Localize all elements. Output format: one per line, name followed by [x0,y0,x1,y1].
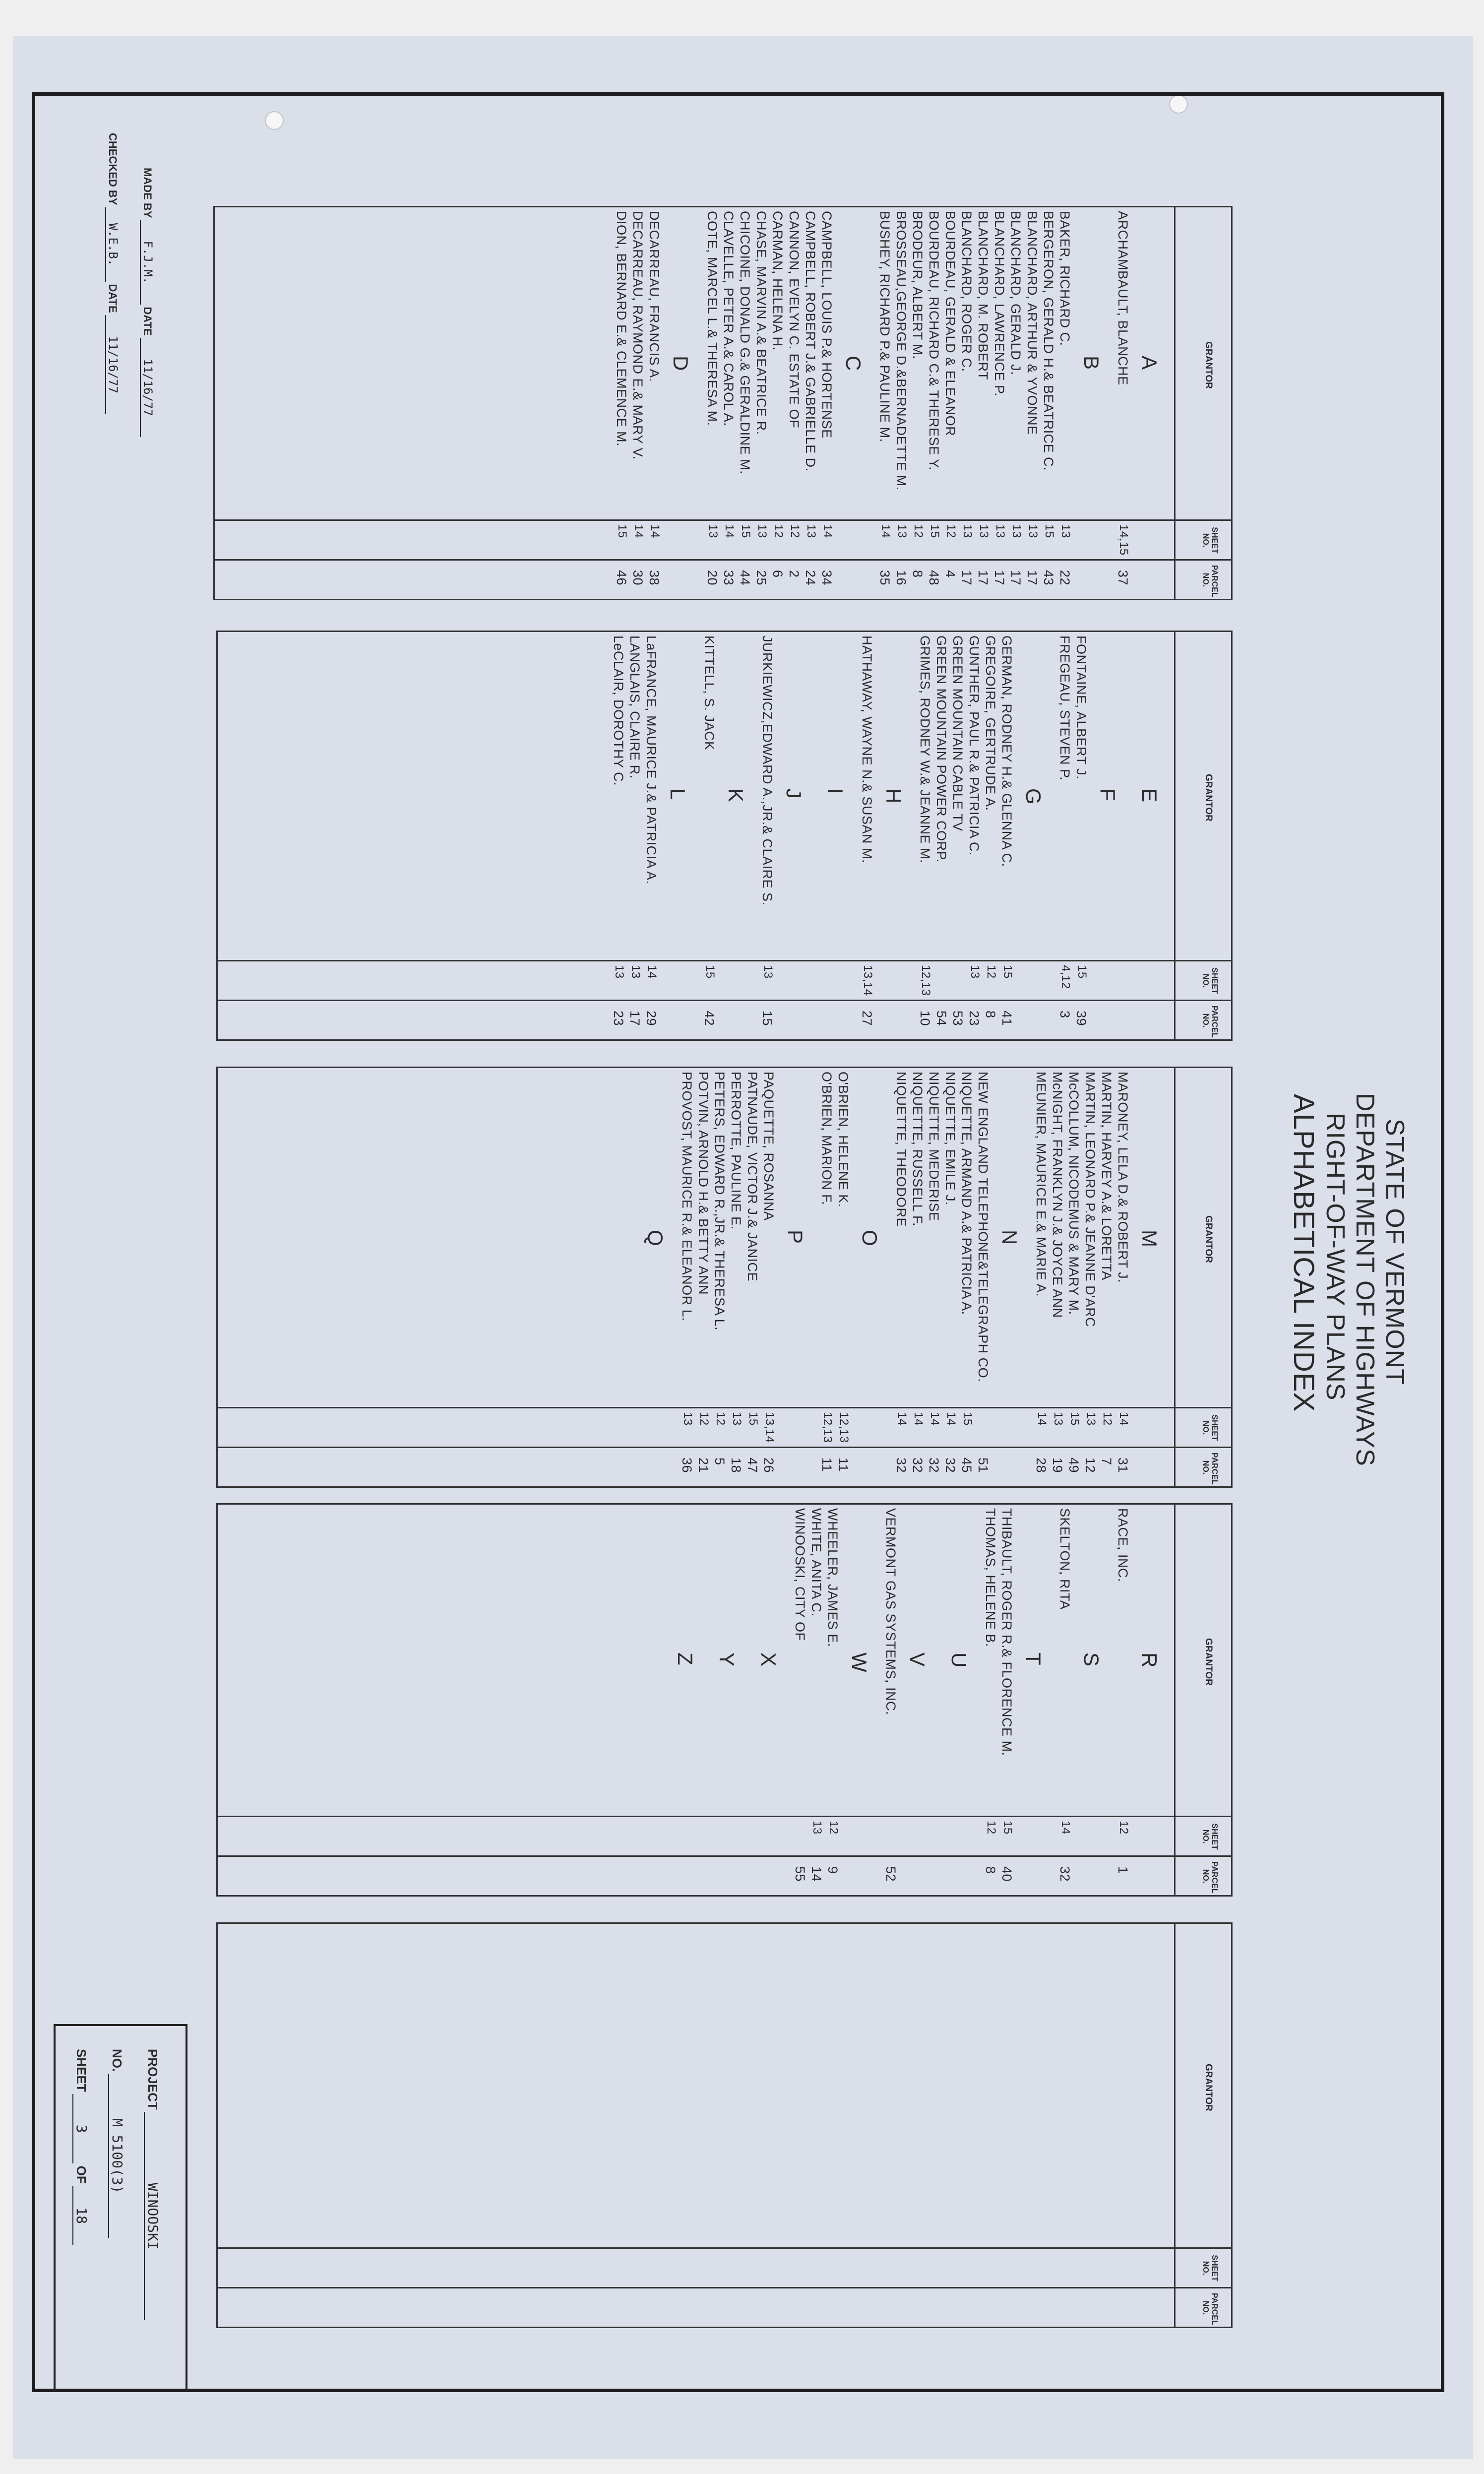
panel-2-row-N-1-parcel: 45 [959,1458,974,1473]
panel-1-row-J-0-parcel: 15 [760,1011,775,1026]
panel-2-row-N-1-sheet: 15 [961,1412,974,1426]
panel-0-row-B-6-sheet: 13 [961,524,974,538]
panel-2-row-P-2-sheet: 13 [730,1412,743,1426]
panel-2-row-P-1-grantor: PATNAUDE, VICTOR J.& JANICE [745,1072,760,1282]
panel-2-row-M-4-sheet: 13 [1051,1412,1065,1426]
panel-1-letter-E: E [1138,788,1161,803]
panel-3-letter-U: U [947,1652,971,1668]
panel-3-row-T-1-grantor: THOMAS, HELENE B. [983,1508,998,1648]
panel-3-row-V-0-grantor: VERMONT GAS SYSTEMS, INC. [883,1508,898,1715]
panel-0-row-B-9-sheet: 12 [912,524,925,538]
made-date-label: DATE [141,307,154,336]
panel-2-row-N-4-parcel: 32 [910,1458,925,1473]
panel-0-header-parcel: PARCEL NO. [1201,565,1219,597]
panel-0-row-B-3-grantor: BLANCHARD, GERALD J. [1008,211,1023,376]
panel-1-row-L-0-grantor: LaFRANCE, MAURICE J.& PATRICIA A. [644,635,659,885]
panel-4-col-divider-parcel [216,2287,1231,2288]
panel-2-row-P-2-parcel: 18 [729,1458,743,1473]
panel-0-letter-C: C [842,356,865,371]
panel-2-letter-O: O [858,1230,881,1246]
panel-2-col-divider-sheet [216,1407,1231,1408]
panel-0-row-B-8-sheet: 15 [928,524,941,538]
panel-3-row-W-0-sheet: 12 [827,1821,840,1835]
panel-2-row-M-2-sheet: 13 [1084,1412,1098,1426]
panel-0-row-B-3-sheet: 13 [1010,524,1023,538]
panel-0-row-B-4-sheet: 13 [993,524,1007,538]
panel-3-letter-T: T [1022,1652,1045,1665]
panel-1-row-G-2-parcel: 23 [967,1011,982,1026]
panel-2-letter-M: M [1138,1230,1161,1247]
panel-0-row-D-0-grantor: DECARREAU, FRANCIS A. [647,211,662,382]
panel-1-row-G-0-sheet: 15 [1001,965,1014,979]
panel-0-row-B-6-parcel: 17 [959,570,974,586]
panel-0-row-C-5-parcel: 44 [738,570,752,586]
panel-2-row-M-3-parcel: 49 [1066,1458,1081,1473]
panel-0-row-B-6-grantor: BLANCHARD, ROGER C. [959,211,974,372]
panel-1-edge-top [216,631,1231,632]
panel-0-col-divider-sheet [213,519,1231,521]
panel-2-row-O-0-sheet: 12,13 [837,1412,851,1443]
sheet-label: SHEET [74,2049,89,2092]
panel-0-row-C-6-grantor: CLAVELLE, PETER A.& CAROL A. [721,211,736,427]
panel-3-letter-Z: Z [674,1652,697,1665]
panel-0-header-divider [1174,206,1175,599]
panel-0-row-B-8-grantor: BOURDEAU, RICHARD C.& THERESE Y. [927,211,941,471]
panel-2-row-M-2-grantor: MARTIN, LEONARD P.& JEANNE D'ARC [1083,1072,1098,1328]
panel-3-row-T-0-parcel: 40 [999,1866,1014,1882]
panel-2-row-M-0-grantor: MARONEY, LELA D.& ROBERT J. [1115,1072,1130,1283]
panel-0-letter-A: A [1138,356,1161,370]
panel-2-edge-bottom [216,1486,1231,1488]
panel-0-row-B-11-grantor: BUSHEY, RICHARD P.& PAULINE M. [877,211,892,443]
panel-3-row-W-0-parcel: 9 [825,1866,840,1874]
panel-2-letter-Q: Q [644,1230,667,1246]
panel-0-row-B-0-grantor: BAKER, RICHARD C. [1057,211,1072,346]
panel-4-col-divider-sheet [216,2247,1231,2249]
panel-2-row-P-2-grantor: PERROTTE, PAULINE E. [729,1072,743,1230]
panel-3-letter-S: S [1080,1652,1103,1667]
panel-0-row-B-7-parcel: 4 [943,570,958,578]
panel-2-header-grantor: GRANTOR [1203,1215,1214,1263]
panel-2-edge-right [1231,1067,1233,1488]
panel-0-row-B-0-parcel: 22 [1057,570,1072,586]
panel-2-row-O-0-parcel: 11 [836,1458,851,1472]
panel-2-row-M-2-parcel: 12 [1083,1458,1098,1473]
panel-1-letter-K: K [724,788,747,803]
panel-1-row-K-0-parcel: 42 [702,1011,717,1026]
panel-2-row-P-5-parcel: 36 [680,1458,694,1473]
panel-2-row-P-4-parcel: 21 [696,1458,711,1473]
panel-1-row-L-2-parcel: 23 [611,1011,626,1026]
panel-4-edge-top [216,1922,1231,1924]
panel-1-letter-L: L [666,788,689,800]
panel-1-row-L-0-parcel: 29 [644,1011,659,1026]
panel-2-row-P-4-sheet: 12 [697,1412,711,1426]
title-line-4: ALPHABETICAL INDEX [1288,1094,1320,1412]
panel-3-row-W-1-parcel: 14 [809,1866,824,1882]
panel-1-row-G-5-grantor: GRIMES, RODNEY W.& JEANNE M. [918,635,932,864]
panel-3-row-T-1-sheet: 12 [985,1821,998,1835]
panel-0-row-B-5-sheet: 13 [977,524,990,538]
panel-2-row-P-0-grantor: PAQUETTE, ROSANNA [761,1072,776,1221]
panel-1-letter-I: I [824,788,847,794]
panel-0-row-C-7-sheet: 13 [706,524,720,538]
panel-2-row-P-0-sheet: 13,14 [763,1412,776,1443]
panel-2-row-O-0-grantor: O'BRIEN, HELENE K. [836,1072,851,1207]
panel-1-row-F-0-grantor: FONTAINE, ALBERT J. [1074,635,1089,780]
title-line-3: RIGHT-OF-WAY PLANS [1321,1113,1350,1401]
panel-0-row-B-1-grantor: BERGERON, GERALD H.& BEATRICE C. [1041,211,1056,471]
panel-2-row-P-3-sheet: 12 [714,1412,727,1426]
panel-3-letter-V: V [906,1652,929,1667]
panel-0-row-C-2-sheet: 12 [788,524,802,538]
panel-1-row-G-1-parcel: 8 [983,1011,998,1018]
panel-1-row-G-3-grantor: GREEN MOUNTAIN CABLE TV [950,635,965,831]
panel-1-row-L-2-sheet: 13 [613,965,626,979]
panel-0-row-B-8-parcel: 48 [927,570,941,586]
panel-0-row-C-3-grantor: CARMAN, HELENA H. [770,211,785,351]
panel-1-edge-bottom [216,1039,1231,1041]
panel-0-row-A-0-parcel: 37 [1115,570,1130,586]
panel-4-header-divider [1174,1922,1175,2327]
panel-3-row-S-0-grantor: SKELTON, RITA [1057,1508,1072,1610]
panel-1-col-divider-sheet [216,960,1231,961]
panel-1-letter-H: H [882,788,905,804]
panel-2-row-M-4-parcel: 19 [1050,1458,1065,1473]
panel-2-row-M-1-parcel: 7 [1099,1458,1114,1465]
panel-1-row-L-0-sheet: 14 [645,965,659,979]
checked-by-label: CHECKED BY [107,133,119,205]
panel-1-letter-F: F [1096,788,1119,801]
panel-0-row-B-5-grantor: BLANCHARD, M. ROBERT [976,211,990,381]
panel-0-row-B-2-grantor: BLANCHARD, ARTHUR & YVONNE [1025,211,1040,435]
panel-2-row-P-1-parcel: 47 [745,1458,760,1473]
panel-2-row-P-3-grantor: PETERS, EDWARD R.,JR.& THERESA L. [712,1072,727,1331]
panel-1-row-G-4-grantor: GREEN MOUNTAIN POWER CORP. [934,635,949,863]
panel-0-row-C-1-grantor: CAMPBELL, ROBERT J.& GABRIELLE D. [803,211,818,472]
panel-0-row-C-0-parcel: 34 [819,570,834,586]
panel-2-row-M-0-sheet: 14 [1117,1412,1130,1426]
panel-2-row-M-3-sheet: 15 [1068,1412,1081,1426]
panel-3-edge-right [1231,1503,1233,1897]
title-line-2: DEPARTMENT OF HIGHWAYS [1351,1093,1379,1466]
project-value: WINOOSKI [144,2112,161,2320]
panel-0-row-B-9-parcel: 8 [910,570,925,578]
panel-0-row-C-2-parcel: 2 [787,570,802,578]
panel-3-letter-X: X [757,1652,780,1667]
panel-0-row-B-10-grantor: BROSSEAU,GEORGE D.&BERNADETTE M. [894,211,909,491]
panel-2-row-P-0-parcel: 26 [761,1458,776,1473]
panel-4-edge-left [216,1922,218,2327]
panel-1-row-H-0-sheet: 13,14 [861,965,874,996]
panel-0-row-D-2-grantor: DION, BERNARD E.& CLEMENCE M. [614,211,629,447]
panel-3-row-R-0-grantor: RACE, INC. [1115,1508,1130,1583]
panel-0-row-C-2-grantor: CANNON, EVELYN C. ESTATE OF [787,211,802,429]
panel-0-row-B-4-grantor: BLANCHARD, LAWRENCE P. [992,211,1007,397]
panel-0-letter-B: B [1080,356,1103,370]
panel-0-row-B-5-parcel: 17 [976,570,990,586]
panel-0-row-D-2-sheet: 15 [616,524,629,538]
panel-0-row-D-1-grantor: DECARREAU, RAYMOND E.& MARY V. [630,211,645,460]
panel-2-row-M-1-sheet: 12 [1101,1412,1114,1426]
panel-3-row-S-0-sheet: 14 [1059,1821,1072,1835]
panel-0-row-C-0-grantor: CAMPBELL, LOUIS P.& HORTENSE [819,211,834,439]
panel-2-header-parcel: PARCEL NO. [1201,1453,1219,1485]
project-no-value: M 5100(3) [108,2074,125,2238]
panel-1-row-G-2-sheet: 13 [968,965,982,979]
panel-1-row-G-5-sheet: 12,13 [919,965,932,996]
panel-3-edge-top [216,1503,1231,1505]
panel-0-edge-top [213,206,1231,207]
panel-0-row-C-6-sheet: 14 [723,524,736,538]
panel-1-letter-J: J [782,788,805,799]
panel-2-row-P-5-grantor: PROVOST, MAURICE R.& ELEANOR L. [680,1072,694,1322]
panel-0-row-D-0-parcel: 38 [647,570,662,586]
panel-1-row-L-1-parcel: 17 [627,1011,642,1026]
panel-0-header-sheet: SHEET NO. [1201,527,1219,554]
panel-3-header-divider [1174,1503,1175,1895]
panel-1-header-divider [1174,631,1175,1039]
panel-1-row-J-0-grantor: JURKIEWICZ,EDWARD A.,JR.& CLAIRE S. [760,635,775,906]
checked-date-value: 11/16/77 [105,315,120,414]
panel-2-row-N-3-grantor: NIQUETTE, MEDERISE [927,1072,941,1221]
made-date-value: 11/16/77 [140,338,155,437]
panel-4-header-parcel: PARCEL NO. [1201,2293,1219,2325]
panel-1-row-F-0-sheet: 15 [1075,965,1089,979]
panel-0-row-B-2-sheet: 13 [1026,524,1040,538]
panel-0-letter-D: D [669,356,692,371]
panel-1-row-G-1-grantor: GREGOIRE, GERTRUDE A. [983,635,998,811]
panel-4-header-sheet: SHEET NO. [1201,2255,1219,2282]
panel-2-row-N-5-parcel: 32 [894,1458,909,1473]
panel-1-row-J-0-sheet: 13 [761,965,775,979]
panel-1-row-G-0-parcel: 41 [999,1011,1014,1026]
panel-0-row-B-4-parcel: 17 [992,570,1007,586]
panel-2-row-N-3-sheet: 14 [928,1412,941,1426]
of-value: 18 [72,2186,90,2245]
panel-2-row-M-4-grantor: McNIGHT, FRANKLYN J.& JOYCE ANN [1050,1072,1065,1318]
panel-4-edge-right [1231,1922,1233,2328]
panel-0-row-B-9-grantor: BRODEUR, ALBERT M. [910,211,925,360]
panel-0-row-A-0-grantor: ARCHAMBAULT, BLANCHE [1115,211,1130,385]
panel-0-row-D-1-sheet: 14 [632,524,645,538]
panel-1-row-G-4-parcel: 54 [934,1011,949,1026]
panel-1-row-G-5-parcel: 10 [918,1011,932,1026]
panel-1-edge-left [216,631,218,1039]
panel-0-row-C-7-parcel: 20 [705,570,720,586]
panel-3-row-T-0-grantor: THIBAULT, ROGER R.& FLORENCE M. [999,1508,1014,1756]
panel-2-row-N-5-grantor: NIQUETTE, THEODORE [894,1072,909,1227]
panel-2-col-divider-parcel [216,1447,1231,1448]
panel-3-edge-left [216,1503,218,1895]
panel-0-row-C-3-parcel: 6 [770,570,785,578]
panel-1-header-sheet: SHEET NO. [1201,967,1219,994]
panel-0-row-B-3-parcel: 17 [1008,570,1023,586]
panel-0-row-B-1-parcel: 43 [1041,570,1056,586]
panel-3-row-V-0-parcel: 52 [883,1866,898,1882]
panel-1-letter-G: G [1022,788,1045,805]
panel-3-header-parcel: PARCEL NO. [1201,1861,1219,1894]
panel-0-row-B-0-sheet: 13 [1059,524,1072,538]
panel-0-edge-left [213,206,215,599]
panel-3-row-R-0-sheet: 12 [1117,1821,1130,1835]
panel-2-edge-top [216,1067,1231,1068]
checked-by-value: W.E.B. [105,207,120,282]
panel-1-row-H-0-grantor: HATHAWAY, WAYNE N.& SUSAN M. [860,635,874,864]
panel-3-row-S-0-parcel: 32 [1057,1866,1072,1882]
panel-1-row-G-0-grantor: GERMAN, RODNEY H.& GLENNA C. [999,635,1014,867]
panel-0-row-B-1-sheet: 15 [1043,524,1056,538]
panel-3-header-grantor: GRANTOR [1203,1638,1214,1686]
panel-0-row-C-0-sheet: 14 [821,524,834,538]
panel-2-row-N-2-grantor: NIQUETTE, EMILE J. [943,1072,958,1206]
panel-2-row-M-1-grantor: MARTIN, HARVEY A.& LORETTA [1099,1072,1114,1280]
panel-0-row-B-2-parcel: 17 [1025,570,1040,586]
panel-2-row-N-5-sheet: 14 [895,1412,909,1426]
panel-1-edge-right [1231,631,1233,1041]
panel-1-row-F-0-parcel: 39 [1074,1011,1089,1026]
panel-1-row-K-0-grantor: KITTELL, S. JACK [702,635,717,751]
panel-0-row-C-4-grantor: CHASE, MARVIN A.& BEATRICE R. [754,211,769,435]
panel-0-row-D-2-parcel: 46 [614,570,629,586]
panel-2-row-N-1-grantor: NIQUETTE, ARMAND A.& PATRICIA A. [959,1072,974,1315]
panel-0-row-B-11-sheet: 14 [879,524,892,538]
panel-2-row-N-0-grantor: NEW ENGLAND TELEPHONE&TELEGRAPH CO. [976,1072,990,1383]
panel-2-header-sheet: SHEET NO. [1201,1414,1219,1441]
panel-1-row-F-1-parcel: 3 [1057,1011,1072,1018]
panel-2-row-N-2-sheet: 14 [944,1412,958,1426]
panel-2-row-P-3-parcel: 5 [712,1458,727,1465]
sheet-value: 3 [72,2094,90,2163]
panel-4-header-grantor: GRANTOR [1203,2063,1214,2111]
panel-1-row-F-1-sheet: 4,12 [1059,965,1072,989]
panel-2-row-N-4-sheet: 14 [912,1412,925,1426]
panel-2-letter-N: N [998,1230,1021,1245]
panel-3-edge-bottom [216,1895,1231,1897]
panel-3-row-W-2-parcel: 55 [793,1866,807,1882]
panel-2-edge-left [216,1067,218,1486]
panel-0-header-grantor: GRANTOR [1203,341,1214,389]
panel-1-row-F-1-grantor: FREGEAU, STEVEN P. [1057,635,1072,781]
panel-0-edge-bottom [213,599,1231,600]
panel-2-header-divider [1174,1067,1175,1486]
panel-3-letter-W: W [848,1652,871,1672]
panel-1-row-L-1-sheet: 13 [629,965,642,979]
panel-0-row-B-7-sheet: 12 [944,524,958,538]
panel-1-row-G-1-sheet: 12 [985,965,998,979]
title-line-1: STATE OF VERMONT [1380,1119,1409,1385]
panel-3-letter-Y: Y [715,1652,739,1667]
panel-0-row-B-10-parcel: 16 [894,570,909,586]
panel-3-row-R-0-parcel: 1 [1115,1866,1130,1874]
panel-0-row-D-0-sheet: 14 [648,524,662,538]
panel-0-row-C-5-grantor: CHICOINE, DONALD G.& GERALDINE M. [738,211,752,475]
panel-0-row-C-4-parcel: 25 [754,570,769,586]
panel-0-col-divider-parcel [213,559,1231,561]
panel-0-row-A-0-sheet: 14,15 [1117,524,1130,556]
panel-3-col-divider-sheet [216,1816,1231,1817]
panel-0-row-C-1-sheet: 13 [804,524,818,538]
panel-1-row-G-2-grantor: GUNTHER, PAUL R.& PATRICIA C. [967,635,982,856]
panel-1-row-L-1-grantor: LANGLAIS, CLAIRE R. [627,635,642,779]
panel-0-row-C-4-sheet: 13 [755,524,769,538]
panel-3-header-sheet: SHEET NO. [1201,1823,1219,1850]
panel-2-row-P-1-sheet: 15 [746,1412,760,1426]
panel-1-row-K-0-sheet: 15 [703,965,717,979]
of-label: OF [74,2165,89,2184]
panel-2-row-N-0-parcel: 51 [976,1458,990,1473]
project-label: PROJECT [145,2049,160,2110]
panel-0-row-C-6-parcel: 33 [721,570,736,586]
panel-3-letter-R: R [1138,1652,1161,1668]
panel-1-header-grantor: GRANTOR [1203,774,1214,822]
panel-0-row-B-11-parcel: 35 [877,570,892,586]
panel-0-row-B-10-sheet: 13 [895,524,909,538]
project-no-label: NO. [110,2049,124,2072]
panel-3-row-T-0-sheet: 15 [1001,1821,1014,1835]
panel-0-row-C-3-sheet: 12 [772,524,785,538]
panel-2-row-P-4-grantor: POTVIN, ARNOLD H.& BETTY ANN [696,1072,711,1295]
panel-1-header-parcel: PARCEL NO. [1201,1006,1219,1038]
panel-0-row-C-5-sheet: 15 [739,524,752,538]
panel-2-row-M-5-grantor: MEUNIER, MAURICE E.& MARIE A. [1034,1072,1049,1297]
panel-1-row-H-0-parcel: 27 [860,1011,874,1026]
panel-1-row-G-3-parcel: 53 [950,1011,965,1026]
panel-2-row-O-1-grantor: O'BRIEN, MARION F. [819,1072,834,1205]
panel-1-col-divider-parcel [216,1000,1231,1001]
panel-2-letter-P: P [784,1230,807,1244]
panel-2-row-M-3-grantor: McCOLLUM, NICODEMUS & MARY M. [1066,1072,1081,1315]
panel-2-row-M-0-parcel: 31 [1115,1458,1130,1473]
panel-3-col-divider-parcel [216,1855,1231,1857]
panel-2-row-P-5-sheet: 13 [681,1412,694,1426]
panel-2-row-O-1-sheet: 12,13 [821,1412,834,1443]
panel-4-edge-bottom [216,2327,1231,2328]
panel-0-row-D-1-parcel: 30 [630,570,645,586]
checked-date-label: DATE [107,284,119,313]
panel-0-row-C-1-parcel: 24 [803,570,818,586]
panel-3-row-T-1-parcel: 8 [983,1866,998,1874]
panel-0-row-B-7-grantor: BOURDEAU, GERALD & ELEANOR [943,211,958,437]
panel-2-row-M-5-sheet: 14 [1035,1412,1049,1426]
made-by-label: MADE BY [141,168,154,218]
panel-3-row-W-2-grantor: WINOOSKI, CITY OF [793,1508,807,1641]
panel-2-row-N-4-grantor: NIQUETTE, RUSSELL F. [910,1072,925,1227]
made-by-value: F.J.M. [140,220,155,305]
panel-0-edge-right [1231,206,1233,600]
panel-2-row-N-2-parcel: 32 [943,1458,958,1473]
panel-3-row-W-1-grantor: WHITE, ANITA C. [809,1508,824,1617]
panel-2-row-N-3-parcel: 32 [927,1458,941,1473]
panel-2-row-M-5-parcel: 28 [1034,1458,1049,1473]
panel-0-row-C-7-grantor: COTE, MARCEL L.& THERESA M. [705,211,720,426]
panel-3-row-W-1-sheet: 13 [810,1821,824,1835]
panel-3-row-W-0-grantor: WHEELER, JAMES E. [825,1508,840,1648]
panel-1-row-L-2-grantor: LeCLAIR, DOROTHY C. [611,635,626,786]
panel-2-row-O-1-parcel: 11 [819,1458,834,1472]
